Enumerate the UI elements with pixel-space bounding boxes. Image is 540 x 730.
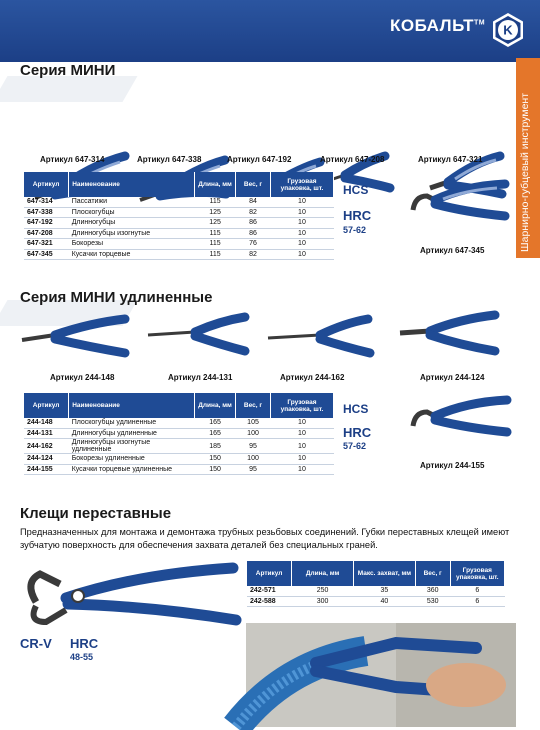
adjustable-pliers-icon [18,560,243,640]
long-nose-long-pliers-icon [148,317,245,351]
cell: 244-148 [24,418,69,428]
cell: 647-208 [24,228,69,239]
table-row [24,228,334,239]
cell: Кусачки торцевые [69,249,195,260]
cell: 86 [236,228,271,239]
cell: Длинногубцы [69,218,195,229]
cell: 105 [236,418,271,428]
cell: 76 [236,239,271,250]
adj-spec-table [247,561,505,607]
table-row [24,239,334,250]
brand-name: $КОБАЛЬТ^{ТМ}$ [390,16,486,35]
side-category-label: Шарнирно-губцевый инструмент [519,92,531,252]
table-row [24,428,334,439]
mini-caption-4: Артикул 647-208 [320,155,385,164]
cell: 6 [450,586,504,596]
mini-caption-6: Артикул 647-345 [420,246,485,255]
cell: 100 [236,454,271,465]
table-row [24,418,334,428]
table-row [24,218,334,229]
long-flat-pliers-icon [22,319,125,353]
cell: 115 [195,249,236,260]
cell: 10 [270,218,333,229]
cell: Бокорезы удлиненные [69,454,195,465]
table-row [24,197,334,207]
cell: 165 [195,428,236,439]
cell: 86 [236,218,271,229]
cell: 10 [270,428,333,439]
adj-hrc-value: 48-55 [70,652,94,662]
long-hcs-label: HCS [343,402,369,416]
cell: 125 [195,207,236,218]
cell: 244-131 [24,428,69,439]
cell: Длинногубцы изогнутые [69,228,195,239]
table-row [24,249,334,260]
mini-caption-5: Артикул 647-321 [418,155,483,164]
col-header: Длина, мм [292,561,354,586]
cell: 242-588 [247,596,292,607]
long-caption-4: Артикул 244-124 [420,373,485,382]
cell: 10 [270,207,333,218]
col-header: Наименование [69,172,195,197]
material-label: CR-V [20,636,52,651]
cell: 185 [195,439,236,454]
col-header: Длина, мм [195,393,236,418]
mini-caption-2: Артикул 647-338 [137,155,202,164]
col-header: Грузовая упаковка, шт. [270,393,333,418]
table-header-row [24,172,334,197]
col-header: Макс. захват, мм [353,561,415,586]
long-caption-3: Артикул 244-162 [280,373,345,382]
cell: 647-345 [24,249,69,260]
section-mini-title: Серия МИНИ [20,62,116,79]
cell: 165 [195,418,236,428]
cell: Пассатижи [69,197,195,207]
cell: 10 [270,418,333,428]
cell: 95 [236,464,271,475]
col-header: Наименование [69,393,195,418]
mini-tools-illustration [0,80,540,180]
cell: Плоскогубцы [69,207,195,218]
cell: 150 [195,454,236,465]
mini-hrc-value: 57-62 [343,225,367,235]
col-header: Грузовая упаковка, шт. [270,172,333,197]
end-cutters-icon [405,172,515,242]
cell: 360 [415,586,450,596]
cell: 647-338 [24,207,69,218]
cell: 10 [270,454,333,465]
adj-hrc-label: HRC [70,636,99,651]
usage-photo [246,623,516,727]
table-row [24,464,334,475]
cell: 35 [353,586,415,596]
cell: Длинногубцы изогнутые удлиненные [69,439,195,454]
col-header: Длина, мм [195,172,236,197]
long-hrc-value: 57-62 [343,441,367,451]
col-header: Вес, г [236,393,271,418]
cell: 84 [236,197,271,207]
mini-caption-3: Артикул 647-192 [227,155,292,164]
long-end-cutters-icon [405,390,515,455]
cell: 242-571 [247,586,292,596]
cell: 150 [195,464,236,475]
cell: 100 [236,428,271,439]
mini-hrc-label: HRC [343,208,372,223]
col-header: Артикул [24,393,69,418]
cell: 530 [415,596,450,607]
cell: 647-192 [24,218,69,229]
cell: Кусачки торцевые удлиненные [69,464,195,475]
col-header: Грузовая упаковка, шт. [450,561,504,586]
table-row [247,596,505,607]
col-header: Артикул [24,172,69,197]
cell: 82 [236,207,271,218]
cell: 115 [195,239,236,250]
cell: 244-155 [24,464,69,475]
brand-logo-icon [490,12,526,48]
col-header: Вес, г [415,561,450,586]
section-adj-description: Предназначенных для монтажа и демонтажа трубных резьбовых соединений. Губки переставных клещей имеют зубчатую поверхность для обеспечения захвата деталей без специальных граней. [20,527,510,550]
cell: 115 [195,228,236,239]
long-spec-table [24,393,334,475]
cell: 10 [270,464,333,475]
long-caption-1: Артикул 244-148 [50,373,115,382]
cell: Бокорезы [69,239,195,250]
cell: 10 [270,239,333,250]
section-long-title: Серия МИНИ удлиненные [20,289,213,306]
cell: 300 [292,596,354,607]
long-cutters-icon [400,315,495,351]
table-header-row [247,561,505,586]
table-header-row [24,393,334,418]
cell: Длинногубцы удлиненные [69,428,195,439]
table-row [24,454,334,465]
col-header: Артикул [247,561,292,586]
long-caption-2: Артикул 244-131 [168,373,233,382]
cell: Плоскогубцы удлиненные [69,418,195,428]
cell: 6 [450,596,504,607]
table-row [247,586,505,596]
mini-spec-table [24,172,334,260]
cell: 244-124 [24,454,69,465]
section-adj-title: Клещи переставные [20,505,172,522]
long-tools-illustration [0,305,540,375]
table-row [24,439,334,454]
cell: 82 [236,249,271,260]
cell: 40 [353,596,415,607]
cell: 10 [270,197,333,207]
svg-text:K: K [503,22,513,38]
cell: 10 [270,439,333,454]
cell: 647-321 [24,239,69,250]
cell: 647-314 [24,197,69,207]
col-header: Вес, г [236,172,271,197]
long-caption-5: Артикул 244-155 [420,461,485,470]
cell: 10 [270,228,333,239]
long-hrc-label: HRC [343,425,372,440]
mini-caption-1: Артикул 647-314 [40,155,105,164]
table-row [24,207,334,218]
mini-hcs-label: HCS [343,183,369,197]
cell: 250 [292,586,354,596]
cell: 115 [195,197,236,207]
cell: 244-162 [24,439,69,454]
bent-nose-long-pliers-icon [268,319,370,353]
cell: 125 [195,218,236,229]
cell: 95 [236,439,271,454]
cell: 10 [270,249,333,260]
